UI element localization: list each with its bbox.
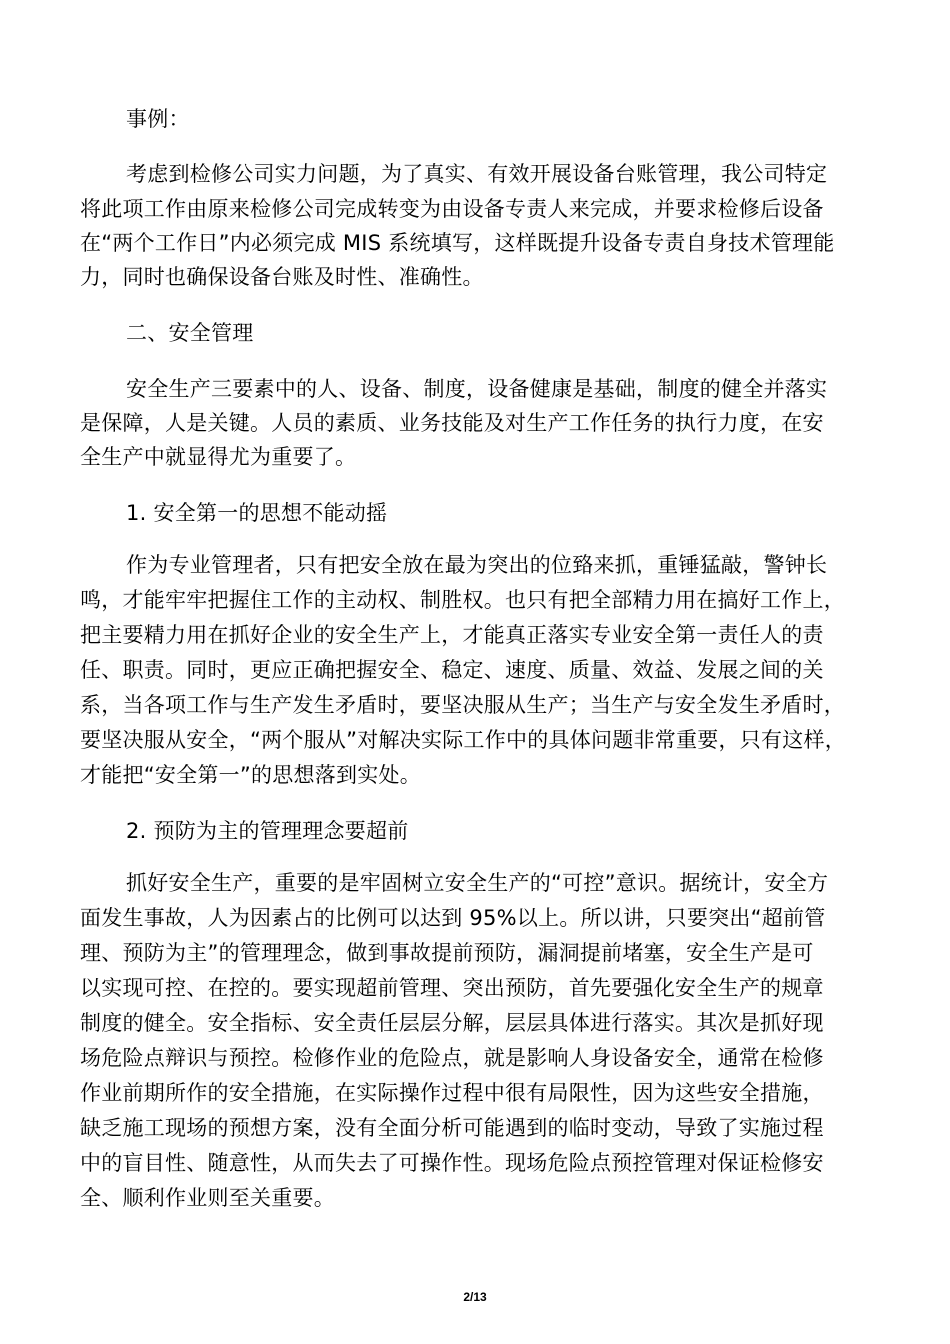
page-number: 2/13 xyxy=(463,1290,487,1304)
paragraph-line: 要坚决服从安全，“两个服从”对解决实际工作中的具体问题非常重要，只有这样， xyxy=(80,728,847,752)
paragraph-line: 任、职责。同时，更应正确把握安全、稳定、速度、质量、效益、发展之间的关 xyxy=(80,658,824,682)
section-heading: 二、安全管理 xyxy=(126,321,254,345)
paragraph-line: 力，同时也确保设备台账及时性、准确性。 xyxy=(80,265,484,289)
numbered-heading: 2. 预防为主的管理理念要超前 xyxy=(126,819,409,843)
paragraph-line: 缺乏施工现场的预想方案，没有全面分析可能遇到的临时变动，导致了实施过程 xyxy=(80,1116,824,1140)
paragraph-line: 场危险点辩识与预控。检修作业的危险点，就是影响人身设备安全，通常在检修 xyxy=(80,1046,824,1070)
paragraph-line: 才能把“安全第一”的思想落到实处。 xyxy=(80,763,422,787)
paragraph-line: 把主要精力用在抓好企业的安全生产上，才能真正落实专业安全第一责任人的责 xyxy=(80,623,824,647)
paragraph-line: 理、预防为主”的管理理念，做到事故提前预防，漏洞提前堵塞，安全生产是可 xyxy=(80,941,814,965)
paragraph-line: 面发生事故，人为因素占的比例可以达到 95%以上。所以讲，只要突出“超前管 xyxy=(80,906,826,930)
paragraph-line: 全、顺利作业则至关重要。 xyxy=(80,1186,335,1210)
paragraph-line: 抓好安全生产，重要的是牢固树立安全生产的“可控”意识。据统计，安全方 xyxy=(126,871,829,895)
paragraph-line: 作业前期所作的安全措施，在实际操作过程中很有局限性，因为这些安全措施， xyxy=(80,1081,824,1105)
paragraph-line: 鸣，才能牢牢把握住工作的主动权、制胜权。也只有把全部精力用在搞好工作上， xyxy=(80,588,845,612)
paragraph-line: 以实现可控、在控的。要实现超前管理、突出预防，首先要强化安全生产的规章 xyxy=(80,976,824,1000)
paragraph-line: 中的盲目性、随意性，从而失去了可操作性。现场危险点预控管理对保证检修安 xyxy=(80,1151,824,1175)
paragraph-line: 作为专业管理者，只有把安全放在最为突出的位臵来抓，重锤猛敲，警钟长 xyxy=(126,553,828,577)
paragraph-line: 系，当各项工作与生产发生矛盾时，要坚决服从生产；当生产与安全发生矛盾时， xyxy=(80,693,845,717)
example-heading: 事例： xyxy=(126,107,190,131)
paragraph-line: 考虑到检修公司实力问题，为了真实、有效开展设备台账管理，我公司特定 xyxy=(126,162,828,186)
numbered-heading: 1. 安全第一的思想不能动摇 xyxy=(126,501,388,525)
paragraph-line: 将此项工作由原来检修公司完成转变为由设备专责人来完成，并要求检修后设备 xyxy=(80,197,824,221)
paragraph-line: 全生产中就显得尤为重要了。 xyxy=(80,445,357,469)
paragraph-line: 在“两个工作日”内必须完成 MIS 系统填写，这样既提升设备专责自身技术管理能 xyxy=(80,231,835,255)
paragraph-line: 制度的健全。安全指标、安全责任层层分解，层层具体进行落实。其次是抓好现 xyxy=(80,1011,824,1035)
paragraph-line: 是保障，人是关键。人员的素质、业务技能及对生产工作任务的执行力度，在安 xyxy=(80,411,824,435)
paragraph-line: 安全生产三要素中的人、设备、制度，设备健康是基础，制度的健全并落实 xyxy=(126,377,828,401)
